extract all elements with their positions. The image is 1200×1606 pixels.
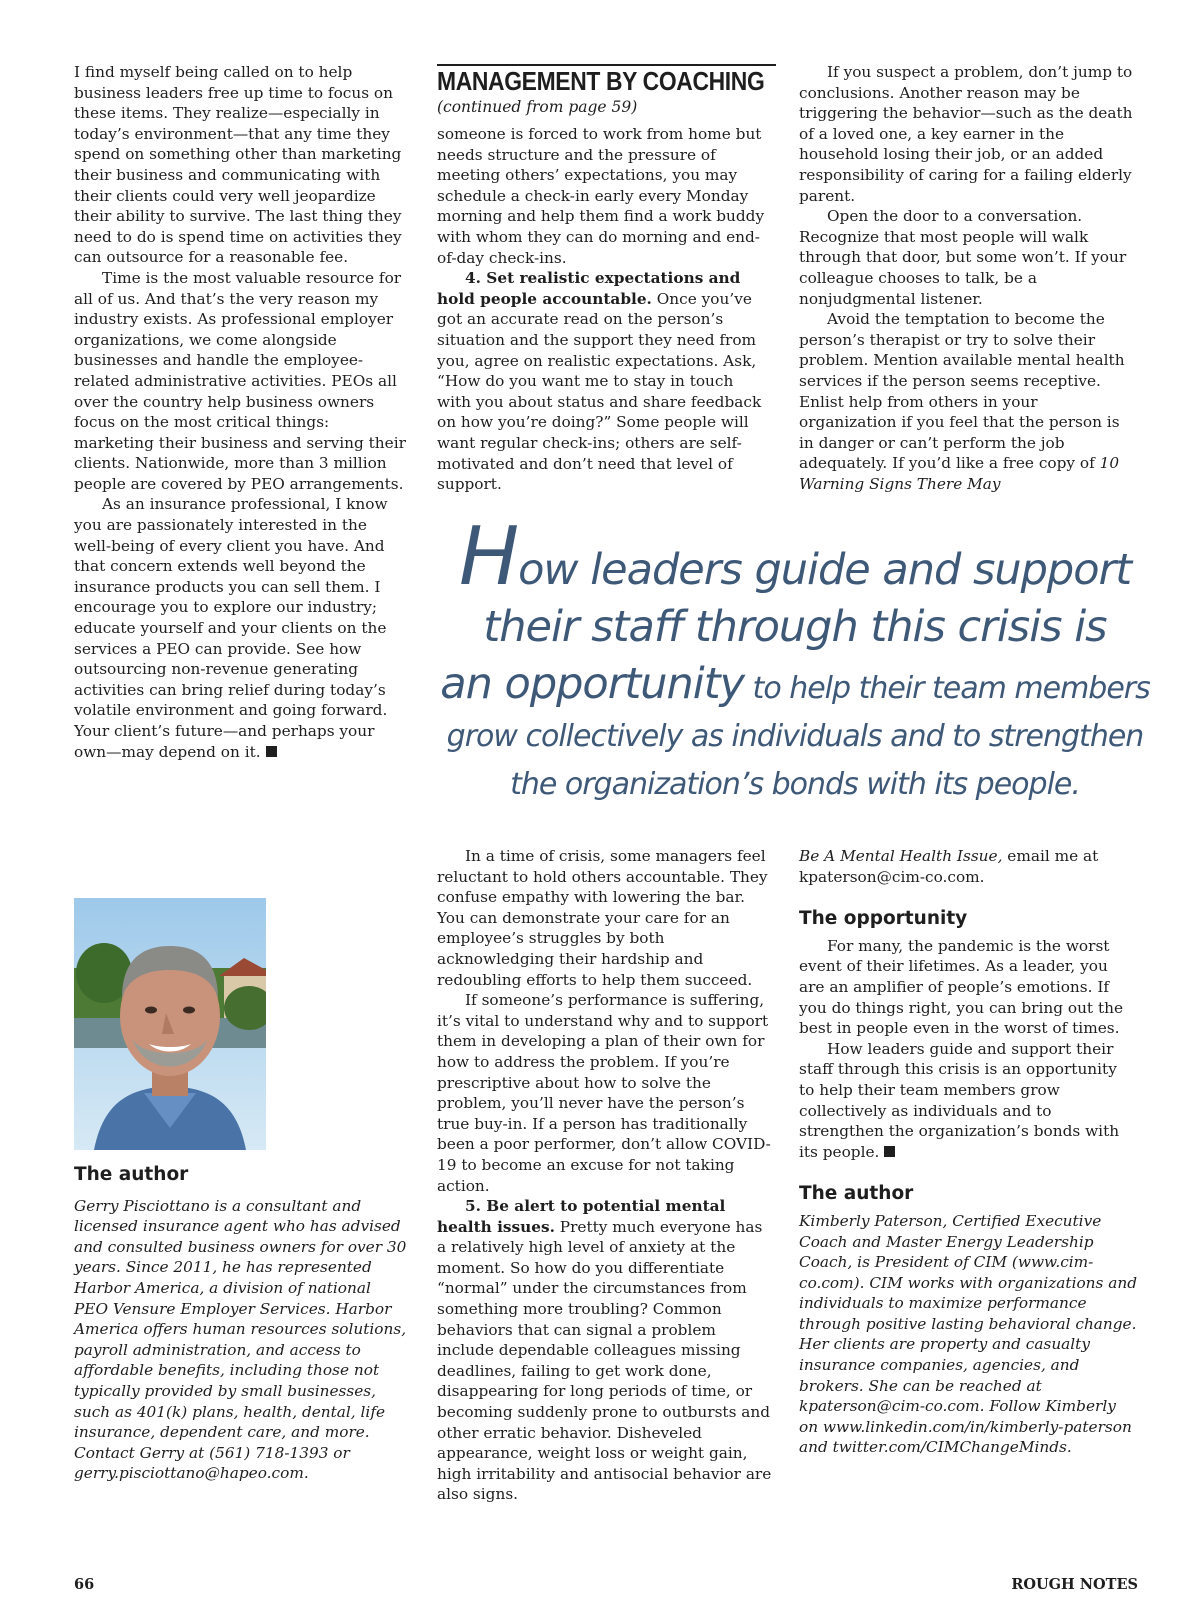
paragraph: Open the door to a conversation. Recognize that most people will walk through that door, but some won’t. If your colleague chooses to talk, be a nonjudgmental listener.	[799, 207, 1127, 308]
drop-cap: H	[458, 510, 519, 603]
paragraph	[799, 1039, 1137, 1163]
pull-quote-line: the organization’s bonds with its people.	[510, 767, 1080, 802]
pull-quote-line: their staff through this crisis is	[483, 602, 1107, 652]
author-photo	[74, 898, 266, 1150]
paragraph-text: Avoid the temptation to become the person’s therapist or try to solve their problem. Mention available mental health services if the person seems receptive. Enlist help from others in your organization if you feel that the person is in danger or can’t perform the job adequately. If you’d like a free copy of	[799, 310, 1125, 473]
author-bio: Kimberly Paterson, Certified Executive Coach and Master Energy Leadership Coach, is President of CIM (www.cim-co.com). CIM works with organizations and individuals to maximize performance through positive lasting behavioral change. Her clients are property and casualty insurance companies, agencies, and brokers. She can be reached at kpaterson@cim-co.com. Follow Kimberly on www.linkedin.com/in/kimberly-paterson and twitter.com/CIMChangeMinds.	[799, 1211, 1137, 1457]
pull-quote	[440, 510, 1150, 809]
pull-quote-text: to help their team members	[744, 671, 1150, 706]
author-heading: The author	[74, 1164, 189, 1185]
column-middle-top	[437, 124, 771, 495]
opportunity-heading: The opportunity	[799, 908, 968, 930]
paragraph: In a time of crisis, some managers feel reluctant to hold others accountable. They confuse empathy with lowering the bar. You can demonstrate your care for an employee’s struggles by both acknowledging their hardship and redoubling efforts to help them succeed.	[437, 847, 768, 989]
paragraph-text: Pretty much everyone has a relatively high level of anxiety at the moment. So how do you differentiate “normal” under the circumstances from something more troubling? Common behaviors that can signal a problem include dependable colleagues missing deadlines, failing to get work done, disappearing for long periods of time, or becoming suddenly prone to outbursts and other erratic behavior. Disheveled appearance, weight loss or weight gain, high irritability and antisocial behavior are also signs.	[437, 1217, 772, 1504]
column-left	[74, 62, 408, 762]
paragraph-text: As an insurance professional, I know you are passionately interested in the well-being of every client you have. And that concern extends well beyond the insurance products you can sell them. I encourage you to explore our industry; educate yourself and your clients on the services a PEO can provide. See how outsourcing non-revenue generating activities can bring relief during today’s volatile environment and going forward. Your client’s future—and perhaps your own—may depend on it.	[74, 495, 388, 761]
author-block-left	[74, 1165, 408, 1484]
paragraph	[437, 268, 771, 495]
pull-quote-line	[440, 510, 1150, 603]
paragraph: If someone’s performance is suffering, it’s vital to understand why and to support them in developing a plan of their own for how to address the problem. If you’re prescriptive about how to solve the problem, you’ll never have the person’s true buy-in. If a person has traditionally been a poor performer, don’t allow COVID-19 to become an excuse for not taking action.	[437, 991, 771, 1195]
resource-title: 10 Warning Signs There May	[799, 454, 1120, 493]
pull-quote-text: ow leaders guide and support	[518, 545, 1132, 595]
paragraph: I find myself being called on to help business leaders free up time to focus on these items. They realize—especially in today’s environment—that any time they spend on something other than marketing their business and communicating with their clients could very well jeopardize their ability to survive. The last thing they need to do is spend time on activities they can outsource for a reasonable fee.	[74, 63, 402, 267]
paragraph	[799, 846, 1137, 887]
paragraph-text: How leaders guide and support their staff through this crisis is an opportunity to help their team members grow collectively as individuals and to strengthen the organization’s bonds with its people.	[799, 1039, 1120, 1161]
paragraph	[74, 494, 408, 762]
continued-note: (continued from page 59)	[437, 98, 638, 116]
step-heading: 5. Be alert to potential mental health issues.	[437, 1197, 726, 1236]
step-heading: 4. Set realistic expectations and hold people accountable.	[437, 269, 741, 308]
paragraph: someone is forced to work from home but needs structure and the pressure of meeting others’ expectations, you may schedule a check-in early every Monday morning and help them find a work buddy with whom they can do morning and end-of-day check-ins.	[437, 125, 765, 267]
publication-name: ROUGH NOTES	[1011, 1576, 1138, 1593]
paragraph-text: Once you’ve got an accurate read on the person’s situation and the support they need from you, agree on realistic expectations. Ask, “How do you want me to stay in touch with you about status and share feedback on how you’re doing?” Some people will want regular check-ins; others are self-motivated and don’t need that level of support.	[437, 289, 762, 494]
author-bio: Gerry Pisciottano is a consultant and licensed insurance agent who has advised and consulted business owners for over 30 years. Since 2011, he has represented Harbor America, a division of national PEO Vensure Employer Services. Harbor America offers human resources solutions, payroll administration, and access to affordable benefits, including those not typically provided by small businesses, such as 401(k) plans, health, dental, life insurance, dependent care, and more. Contact Gerry at (561) 718-1393 or gerry.pisciottano@hapeo.com.	[74, 1196, 407, 1483]
resource-title: Be A Mental Health Issue,	[799, 847, 1003, 865]
paragraph: If you suspect a problem, don’t jump to conclusions. Another reason may be triggering the behavior—such as the death of a loved one, a key earner in the household losing their job, or an added responsibility of caring for a failing elderly parent.	[799, 63, 1133, 205]
author-heading: The author	[799, 1183, 914, 1205]
paragraph: For many, the pandemic is the worst event of their lifetimes. As a leader, you are an amplifier of people’s emotions. If you do things right, you can bring out the best in people even in the worst of times.	[799, 936, 1123, 1038]
pull-quote-line: grow collectively as individuals and to strengthen	[446, 719, 1144, 754]
column-middle-bottom	[437, 846, 773, 1505]
paragraph	[799, 309, 1137, 494]
column-right-bottom	[799, 846, 1137, 1458]
pull-quote-emphasis: an opportunity	[440, 659, 745, 709]
section-title: MANAGEMENT BY COACHING	[437, 66, 765, 96]
page-number: 66	[74, 1576, 95, 1593]
pull-quote-line	[440, 656, 1150, 713]
paragraph	[437, 1196, 773, 1505]
paragraph: Time is the most valuable resource for all of us. And that’s the very reason my industry exists. As professional employer organizations, we come alongside businesses and handle the employee-related administrative activities. PEOs all over the country help business owners focus on the most critical things: marketing their business and serving their clients. Nationwide, more than 3 million people are covered by PEO arrangements.	[74, 268, 406, 493]
paragraph-text: email me at kpaterson@cim-co.com.	[799, 847, 1099, 886]
column-right-top	[799, 62, 1137, 494]
end-mark-icon	[884, 1146, 895, 1157]
end-mark-icon	[266, 746, 277, 757]
